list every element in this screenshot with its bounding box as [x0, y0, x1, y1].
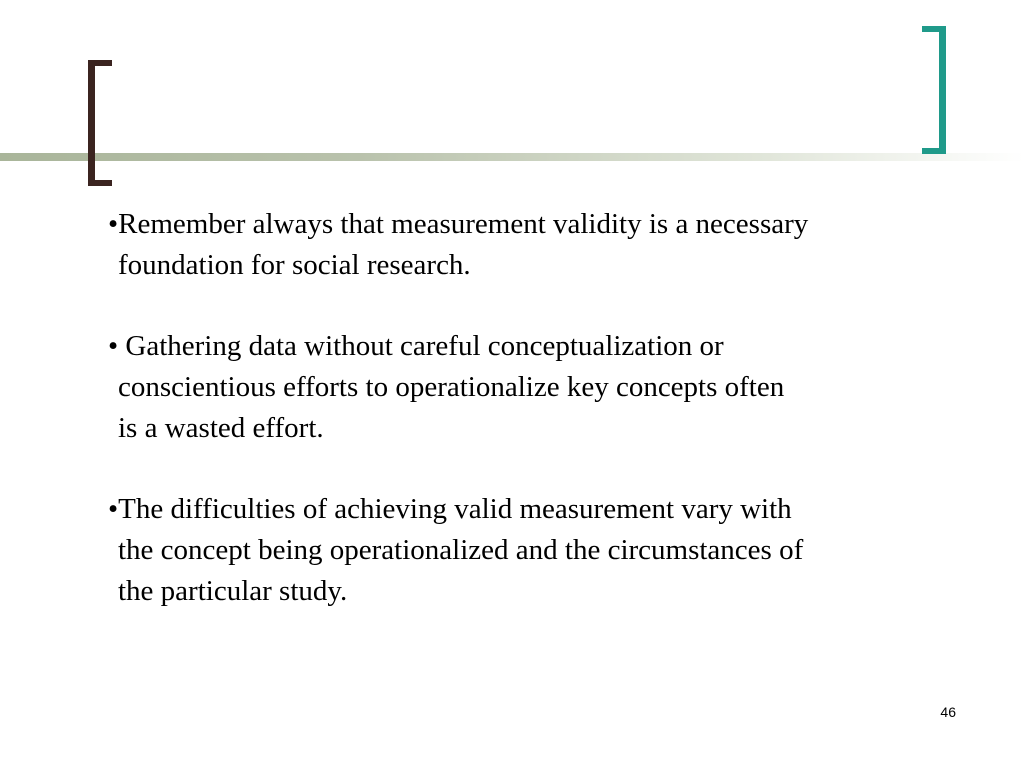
header-rule — [0, 153, 1024, 161]
left-square-bracket-icon — [88, 60, 112, 186]
bullet-item — [108, 326, 948, 449]
bullet-line: • Gathering data without careful conceptualization or — [108, 330, 724, 362]
bullet-line: the concept being operationalized and the circumstances of — [118, 534, 804, 566]
right-square-bracket-icon — [922, 26, 946, 154]
bullet-line: •The difficulties of achieving valid measurement vary with — [108, 493, 792, 525]
bullet-line: conscientious efforts to operationalize key concepts often — [118, 371, 785, 403]
page-number: 46 — [940, 704, 956, 720]
bullet-line: •Remember always that measurement validity is a necessary — [108, 208, 809, 240]
bullet-item — [108, 204, 948, 286]
bullet-item — [108, 489, 948, 612]
bullet-line: is a wasted effort. — [118, 412, 324, 444]
bullet-line: foundation for social research. — [118, 249, 471, 281]
bullet-line: the particular study. — [118, 575, 348, 607]
slide-body — [108, 204, 948, 652]
